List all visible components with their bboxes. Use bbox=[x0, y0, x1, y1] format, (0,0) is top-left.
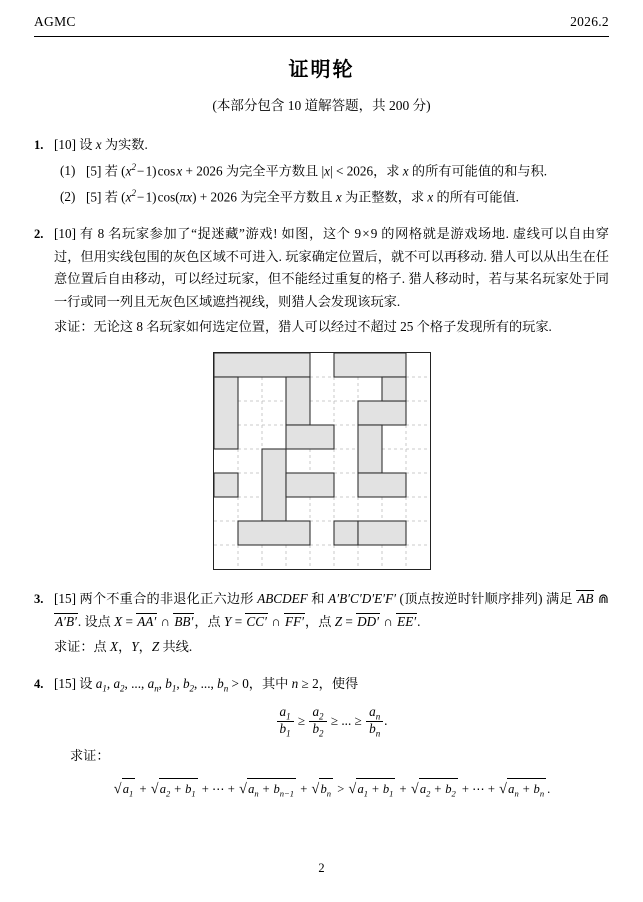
problem-3-stem: [15] 两个不重合的非退化正六边形 ABCDEF 和 A′B′C′D′E′F′ (顶点按逆时针顺序排列) 满足 AB ⋒ A′B′. 设点 X = AA′ ∩ BB′，点 Y = CC′ ∩ FF′，点 Z = DD′ ∩ EE′. bbox=[54, 591, 610, 630]
wall-block bbox=[358, 401, 406, 425]
problem-3 bbox=[34, 588, 609, 658]
wall-block bbox=[214, 377, 238, 449]
problem-3-points: [15] bbox=[54, 591, 76, 607]
grid-svg bbox=[214, 353, 430, 569]
problem-4 bbox=[34, 673, 609, 805]
problem-4-number: 4. bbox=[34, 676, 44, 691]
page-title: 证明轮 bbox=[288, 59, 355, 81]
wall-block bbox=[286, 473, 334, 497]
problem-1-subpart-1 bbox=[54, 160, 609, 183]
figure-hide-and-seek-grid bbox=[34, 352, 609, 570]
wall-block bbox=[382, 377, 406, 401]
problem-1-subpart-2 bbox=[54, 186, 609, 209]
problem-2 bbox=[34, 223, 609, 339]
wall-block bbox=[358, 425, 382, 473]
problem-2-points: [10] bbox=[54, 225, 76, 241]
problem-4-stem: [15] 设 $a_1$, $a_2$, ..., $a_n$, $b_1$, $b_2$, ..., $b_n > 0$，其中 n ≥ 2，使得 bbox=[54, 675, 359, 694]
wall-block bbox=[358, 521, 406, 545]
problem-2-stem: [10] 有 8 名玩家参加了“捉迷藏”游戏! 如图，这个 9 × 9 的网格就是游戏场地. 虚线可以自由穿过，但用实线包围的灰色区域不可进入. 玩家确定位置后，就不可以再移动. 猎人可以从出生在任意位置后自由移动，可以经过玩家，但不能经过重复的格子. 猎人移动时，若与某名玩家处于同一行或同一列且无灰色区域遮挡视线，则猎人会发现该玩家. bbox=[54, 225, 609, 309]
running-header bbox=[34, 14, 609, 36]
subpart-1-label: (1) bbox=[60, 162, 76, 178]
problem-1 bbox=[34, 134, 609, 209]
wall-block bbox=[214, 353, 310, 377]
page-subtitle: (本部分包含 10 道解答题，共 200 分) bbox=[212, 98, 431, 113]
subpart-2-label: (2) bbox=[60, 188, 76, 204]
wall-block bbox=[286, 425, 334, 449]
wall-block bbox=[358, 473, 406, 497]
header-left: AGMC bbox=[34, 14, 76, 29]
subpart-1-text: [5] 若 ($x^2$ − 1) cos x + 2026 为完全平方数且 |x| < 2026，求 x 的所有可能值的和与积. bbox=[86, 161, 548, 179]
header-right: 2026.2 bbox=[570, 14, 609, 29]
wall-block bbox=[286, 377, 310, 425]
problem-1-number: 1. bbox=[34, 138, 44, 152]
problem-1-points: [10] bbox=[54, 137, 76, 152]
problem-4-display-math: $\frac{a_1}{b_1}$ ≥ $\frac{a_2}{b_2}$ ≥ ... ≥ $\frac{a_n}{b_n}$ . bbox=[54, 705, 609, 739]
problem-4-conclusion-math: √ $a_1$ + √ $a_2 + b_1$ + ⋯ + √ $a_n + b_{n-1}$ + √ $b_n$ > √ $a_1 + b_1$ + √ $a_2 + b_2$ + ⋯ + √ $a_n + b_n$ . bbox=[54, 778, 609, 801]
wall-block bbox=[238, 521, 310, 545]
problem-3-number: 3. bbox=[34, 592, 44, 607]
wall-block bbox=[214, 473, 238, 497]
subpart-2-points: [5] bbox=[86, 189, 102, 205]
wall-block bbox=[334, 353, 406, 377]
problem-1-stem: [10] 设 x 为实数. bbox=[54, 137, 148, 152]
wall-block bbox=[334, 521, 358, 545]
problem-4-proof: 求证： bbox=[70, 747, 110, 763]
header-divider bbox=[34, 36, 609, 37]
subpart-1-points: [5] bbox=[86, 163, 102, 179]
problem-2-number: 2. bbox=[34, 226, 44, 241]
problem-2-proof: 求证：无论这 8 名玩家如何选定位置，猎人可以经过不超过 25 个格子发现所有的玩家. bbox=[54, 318, 552, 334]
page-number: 2 bbox=[318, 861, 325, 875]
grid-figure-canvas bbox=[213, 352, 431, 570]
subpart-2-text: [5] 若 ($x^2$ − 1) cos(πx) + 2026 为完全平方数且 x 为正整数，求 x 的所有可能值. bbox=[86, 187, 519, 205]
problem-4-points: [15] bbox=[54, 675, 76, 691]
wall-block bbox=[262, 449, 286, 521]
problem-3-proof: 求证：点 X，Y，Z 共线. bbox=[54, 638, 193, 654]
